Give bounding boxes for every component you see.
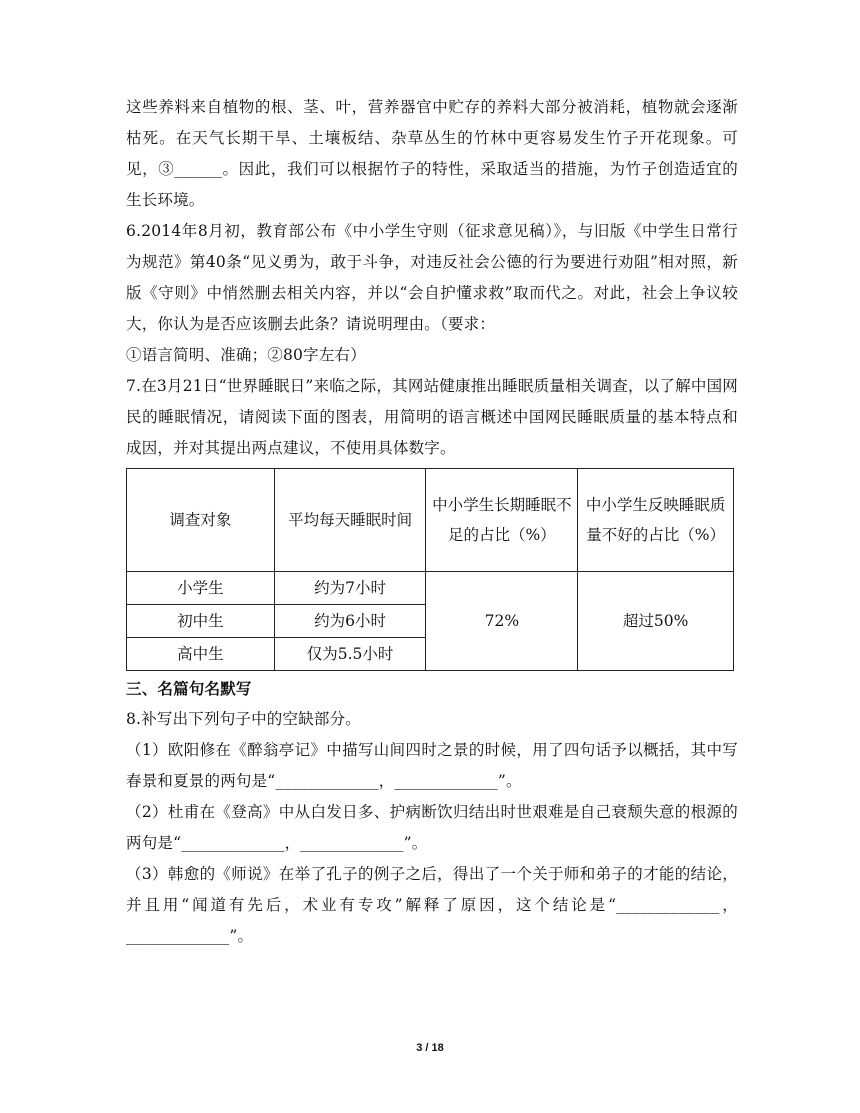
question-6-requirements: ①语言简明、准确；②80字左右） [126,346,366,364]
page-content [126,92,738,952]
question-8-item-1: （1）欧阳修在《醉翁亭记》中描写山间四时之景的时候，用了四句话予以概括，其中写春景和夏景的两句是“_____________，_____________”。 [126,741,738,790]
shortage-ratio-value: 72% [426,572,578,671]
question-8-item-3: （3）韩愈的《师说》在举了孔子的例子之后，得出了一个关于师和弟子的才能的结论，并且用“闻道有先后，术业有专攻”解释了原因，这个结论是“_____________，_____________”。 [126,865,738,945]
poor-quality-ratio-value: 超过50% [578,572,734,671]
paragraph-bamboo: 这些养料来自植物的根、茎、叶，营养器官中贮存的养料大部分被消耗，植物就会逐渐枯死。在天气长期干旱、土壤板结、杂草丛生的竹林中更容易发生竹子开花现象。可见，③______。因此，我们可以根据竹子的特性，采取适当的措施，为竹子创造适宜的生长环境。 [126,98,738,209]
table-header-row [127,469,734,572]
header-shortage-ratio: 中小学生长期睡眠不足的占比（%） [426,469,578,572]
question-8: 8.补写出下列句子中的空缺部分。 [126,710,361,728]
row-subject: 初中生 [127,605,275,638]
row-sleep-time: 约为7小时 [274,572,426,605]
question-8-item-2: （2）杜甫在《登高》中从白发日多、护病断饮归结出时世艰难是自己衰颓失意的根源的两句是“_____________，_____________”。 [126,803,738,852]
question-6: 6.2014年8月初，教育部公布《中小学生守则（征求意见稿）》，与旧版《中学生日常行为规范》第40条“见义勇为，敢于斗争，对违反社会公德的行为要进行劝阻”相对照，新版《守则》中悄然删去相关内容，并以“会自护懂求救”取而代之。对此，社会上争议较大，你认为是否应该删去此条？请说明理由。（要求： [126,222,738,333]
sleep-survey-table [126,468,734,671]
row-sleep-time: 约为6小时 [274,605,426,638]
page-number: 3 / 18 [416,1042,444,1054]
header-poor-quality-ratio: 中小学生反映睡眠质量不好的占比（%） [578,469,734,572]
question-7: 7.在3月21日“世界睡眠日”来临之际，其网站健康推出睡眠质量相关调查，以了解中国网民的睡眠情况，请阅读下面的图表，用简明的语言概述中国网民睡眠质量的基本特点和成因，并对其提出两点建议，不使用具体数字。 [126,377,738,457]
row-subject: 小学生 [127,572,275,605]
row-subject: 高中生 [127,638,275,671]
header-subject: 调查对象 [127,469,275,572]
section-3-heading: 三、名篇句名默写 [126,679,252,698]
header-sleep-time: 平均每天睡眠时间 [274,469,426,572]
table-row [127,572,734,605]
row-sleep-time: 仅为5.5小时 [274,638,426,671]
